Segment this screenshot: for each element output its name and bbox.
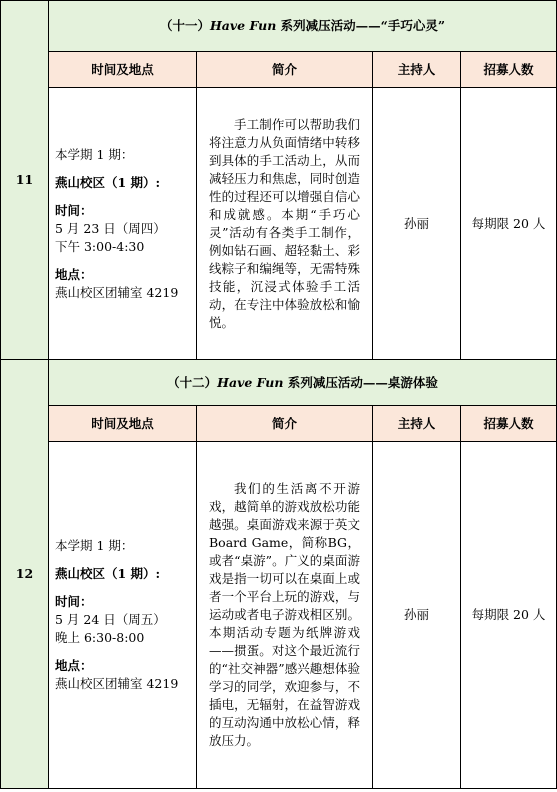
section-title-row <box>1 360 557 406</box>
date-text: 5 月 24 日（周五） <box>55 612 166 627</box>
intro-text: 手工制作可以帮助我们将注意力从负面情绪中转移到具体的手工活动上，从而减轻压力和焦虑，同时创造性的过程还可以增强自信心和成就感。本期“手巧心灵”活动有各类手工制作，例如钻石画、超轻黏土、彩线粽子和编绳等，无需特殊技能，沉浸式体验手工活动，在专注中体验放松和愉悦。 <box>209 116 360 330</box>
place-text: 燕山校区团辅室 4219 <box>55 284 179 300</box>
host-cell: 孙丽 <box>373 442 461 789</box>
hours-text: 晚上 6:30-8:00 <box>55 630 145 645</box>
column-header-row <box>1 406 557 442</box>
header-intro: 简介 <box>197 406 373 442</box>
title-prefix: （十一） <box>159 18 210 33</box>
time-label: 时间： <box>55 594 93 609</box>
header-time-place: 时间及地点 <box>49 406 197 442</box>
section-number: 11 <box>1 1 49 360</box>
activity-row <box>1 88 557 360</box>
section-title <box>49 360 557 406</box>
header-quota: 招募人数 <box>461 52 557 88</box>
campus-text: 燕山校区（1 期）: <box>55 174 161 190</box>
activity-row <box>1 442 557 789</box>
place-text: 燕山校区团辅室 4219 <box>55 676 179 691</box>
time-place-cell <box>49 442 197 789</box>
title-suffix: 系列减压活动——“手巧心灵” <box>276 18 446 33</box>
intro-cell <box>197 88 373 360</box>
campus-text: 燕山校区（1 期）: <box>55 566 161 581</box>
section-number: 12 <box>1 360 49 789</box>
time-place-cell <box>49 88 197 360</box>
header-intro: 简介 <box>197 52 373 88</box>
section-title-row <box>1 1 557 52</box>
header-host: 主持人 <box>373 406 461 442</box>
place-label: 地点： <box>55 266 93 282</box>
term-text: 本学期 1 期： <box>55 146 134 162</box>
intro-text: 我们的生活离不开游戏，越简单的游戏放松功能越强。桌面游戏来源于英文 Board Game，简称BG，或者“桌游”。广义的桌面游戏是指一切可以在桌面上或者一个平台上玩的游戏，与运动或者电子游戏相区别。本期活动专题为纸牌游戏——掼蛋。对这个最近流行的“社交神器”感兴趣想体验学习的同学，欢迎参与，不插电，无辐射，在益智游戏的互动沟通中放松心情，释放压力。 <box>209 481 360 748</box>
quota-cell: 每期限 20 人 <box>461 88 557 360</box>
header-host: 主持人 <box>373 52 461 88</box>
title-suffix: 系列减压活动——桌游体验 <box>283 374 438 390</box>
section-title <box>49 1 557 52</box>
intro-cell <box>197 442 373 789</box>
term-text: 本学期 1 期： <box>55 538 134 553</box>
date-text: 5 月 23 日（周四） <box>55 220 166 236</box>
title-prefix: （十二） <box>167 374 218 390</box>
header-time-place: 时间及地点 <box>49 52 197 88</box>
place-label: 地点： <box>55 658 93 673</box>
header-quota: 招募人数 <box>461 406 557 442</box>
quota-cell: 每期限 20 人 <box>461 442 557 789</box>
hours-text: 下午 3:00-4:30 <box>55 238 145 254</box>
title-brand: Have Fun <box>209 18 277 33</box>
column-header-row <box>1 52 557 88</box>
time-label: 时间： <box>55 202 93 218</box>
title-brand: Have Fun <box>217 374 284 390</box>
host-cell: 孙丽 <box>373 88 461 360</box>
